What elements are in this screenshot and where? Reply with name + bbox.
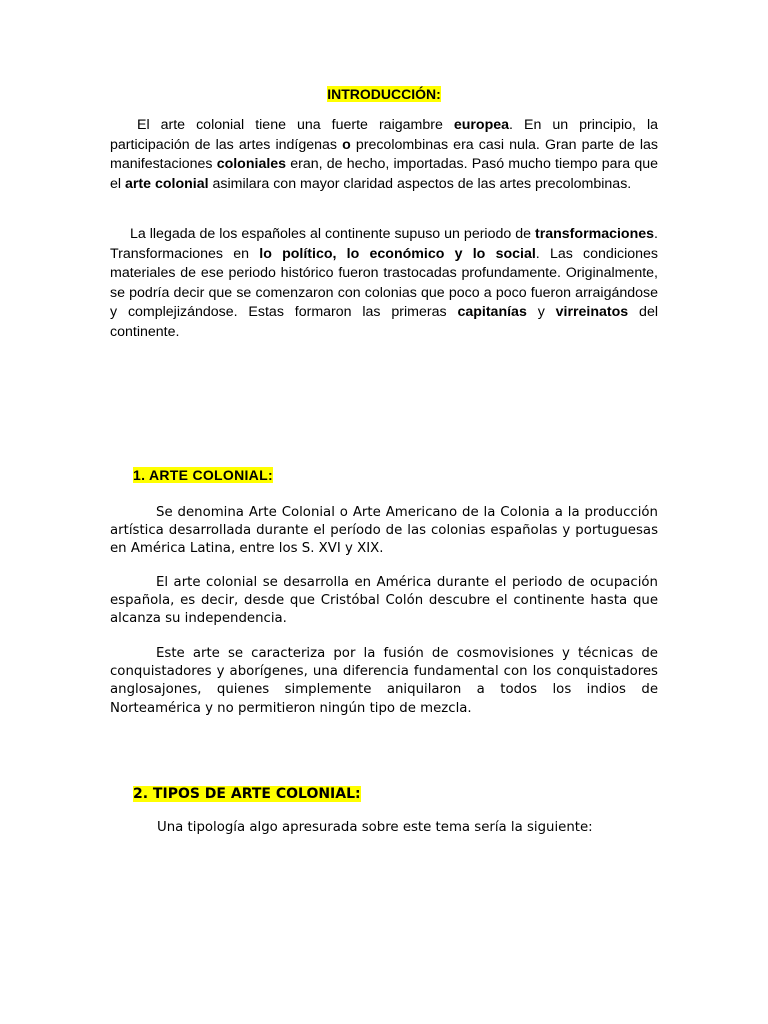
intro-p2-bold-1: transformaciones — [534, 226, 655, 242]
section-2-heading-text: 2. TIPOS DE ARTE COLONIAL: — [133, 786, 361, 802]
intro-p1-text-1: El arte colonial tiene una fuerte raigambre — [137, 117, 454, 133]
intro-p2-text-4: y — [526, 304, 556, 320]
intro-p1-bold-1: europea — [453, 117, 510, 133]
intro-heading — [0, 86, 768, 103]
section-1-heading-text: 1. ARTE COLONIAL: — [133, 467, 273, 483]
intro-p2-text-5: del continente. — [110, 304, 658, 340]
intro-p2-bold-2: lo político, lo económico y lo social — [259, 245, 536, 262]
section-1-heading — [133, 466, 273, 484]
intro-paragraph-2 — [110, 225, 658, 342]
intro-p1-bold-2: o — [342, 136, 351, 153]
intro-p2-text-1: La llegada de los españoles al continente supuso un periodo de — [130, 226, 535, 242]
section-1-paragraph-3: Este arte se caracteriza por la fusión de cosmovisiones y técnicas de conquistadores y aborígenes, una diferencia fundamental con los conquistadores anglosajones, quienes simplemente aniquilaron a todos los indios de Norteamérica y no permitieron ningún tipo de mezcla. — [110, 646, 658, 716]
intro-p1-text-4: eran, de hecho, importadas. Pasó mucho tiempo para que el — [110, 156, 658, 192]
intro-p2-text-3: . Las condiciones materiales de ese periodo histórico fueron trastocadas profundamente. Originalmente, se podría decir que se comenzaron con colonias que poco a poco fueron arraigándose y complejizándose. Estas formaron las primeras — [110, 245, 658, 320]
intro-paragraph-1 — [110, 116, 658, 194]
intro-p2-text-2: . Transformaciones en — [110, 226, 658, 262]
intro-p1-text-5: asimilara con mayor claridad aspectos de las artes precolombinas. — [208, 175, 632, 192]
section-2-heading — [133, 785, 361, 803]
intro-p1-bold-3: coloniales — [216, 156, 287, 172]
section-1-paragraph-2: El arte colonial se desarrolla en América durante el periodo de ocupación española, es decir, desde que Cristóbal Colón descubre el continente hasta que alcanza su independencia. — [110, 575, 658, 627]
intro-p2-bold-4: virreinatos — [555, 304, 629, 320]
intro-p1-bold-4: arte colonial — [124, 175, 209, 192]
intro-heading-text: INTRODUCCIÓN: — [327, 86, 441, 102]
intro-p2-bold-3: capitanías — [457, 304, 527, 320]
section-2-paragraph-1: Una tipología algo apresurada sobre este tema sería la siguiente: — [157, 820, 593, 835]
intro-p1-text-3: precolombinas era casi nula. Gran parte de las manifestaciones — [110, 136, 658, 172]
intro-p1-text-2: . En un principio, la participación de las artes indígenas — [110, 117, 658, 153]
section-1-paragraph-1: Se denomina Arte Colonial o Arte Americano de la Colonia a la producción artística desarrollada durante el período de las colonias españolas y portuguesas en América Latina, entre los S. XVI y XIX. — [110, 505, 658, 557]
